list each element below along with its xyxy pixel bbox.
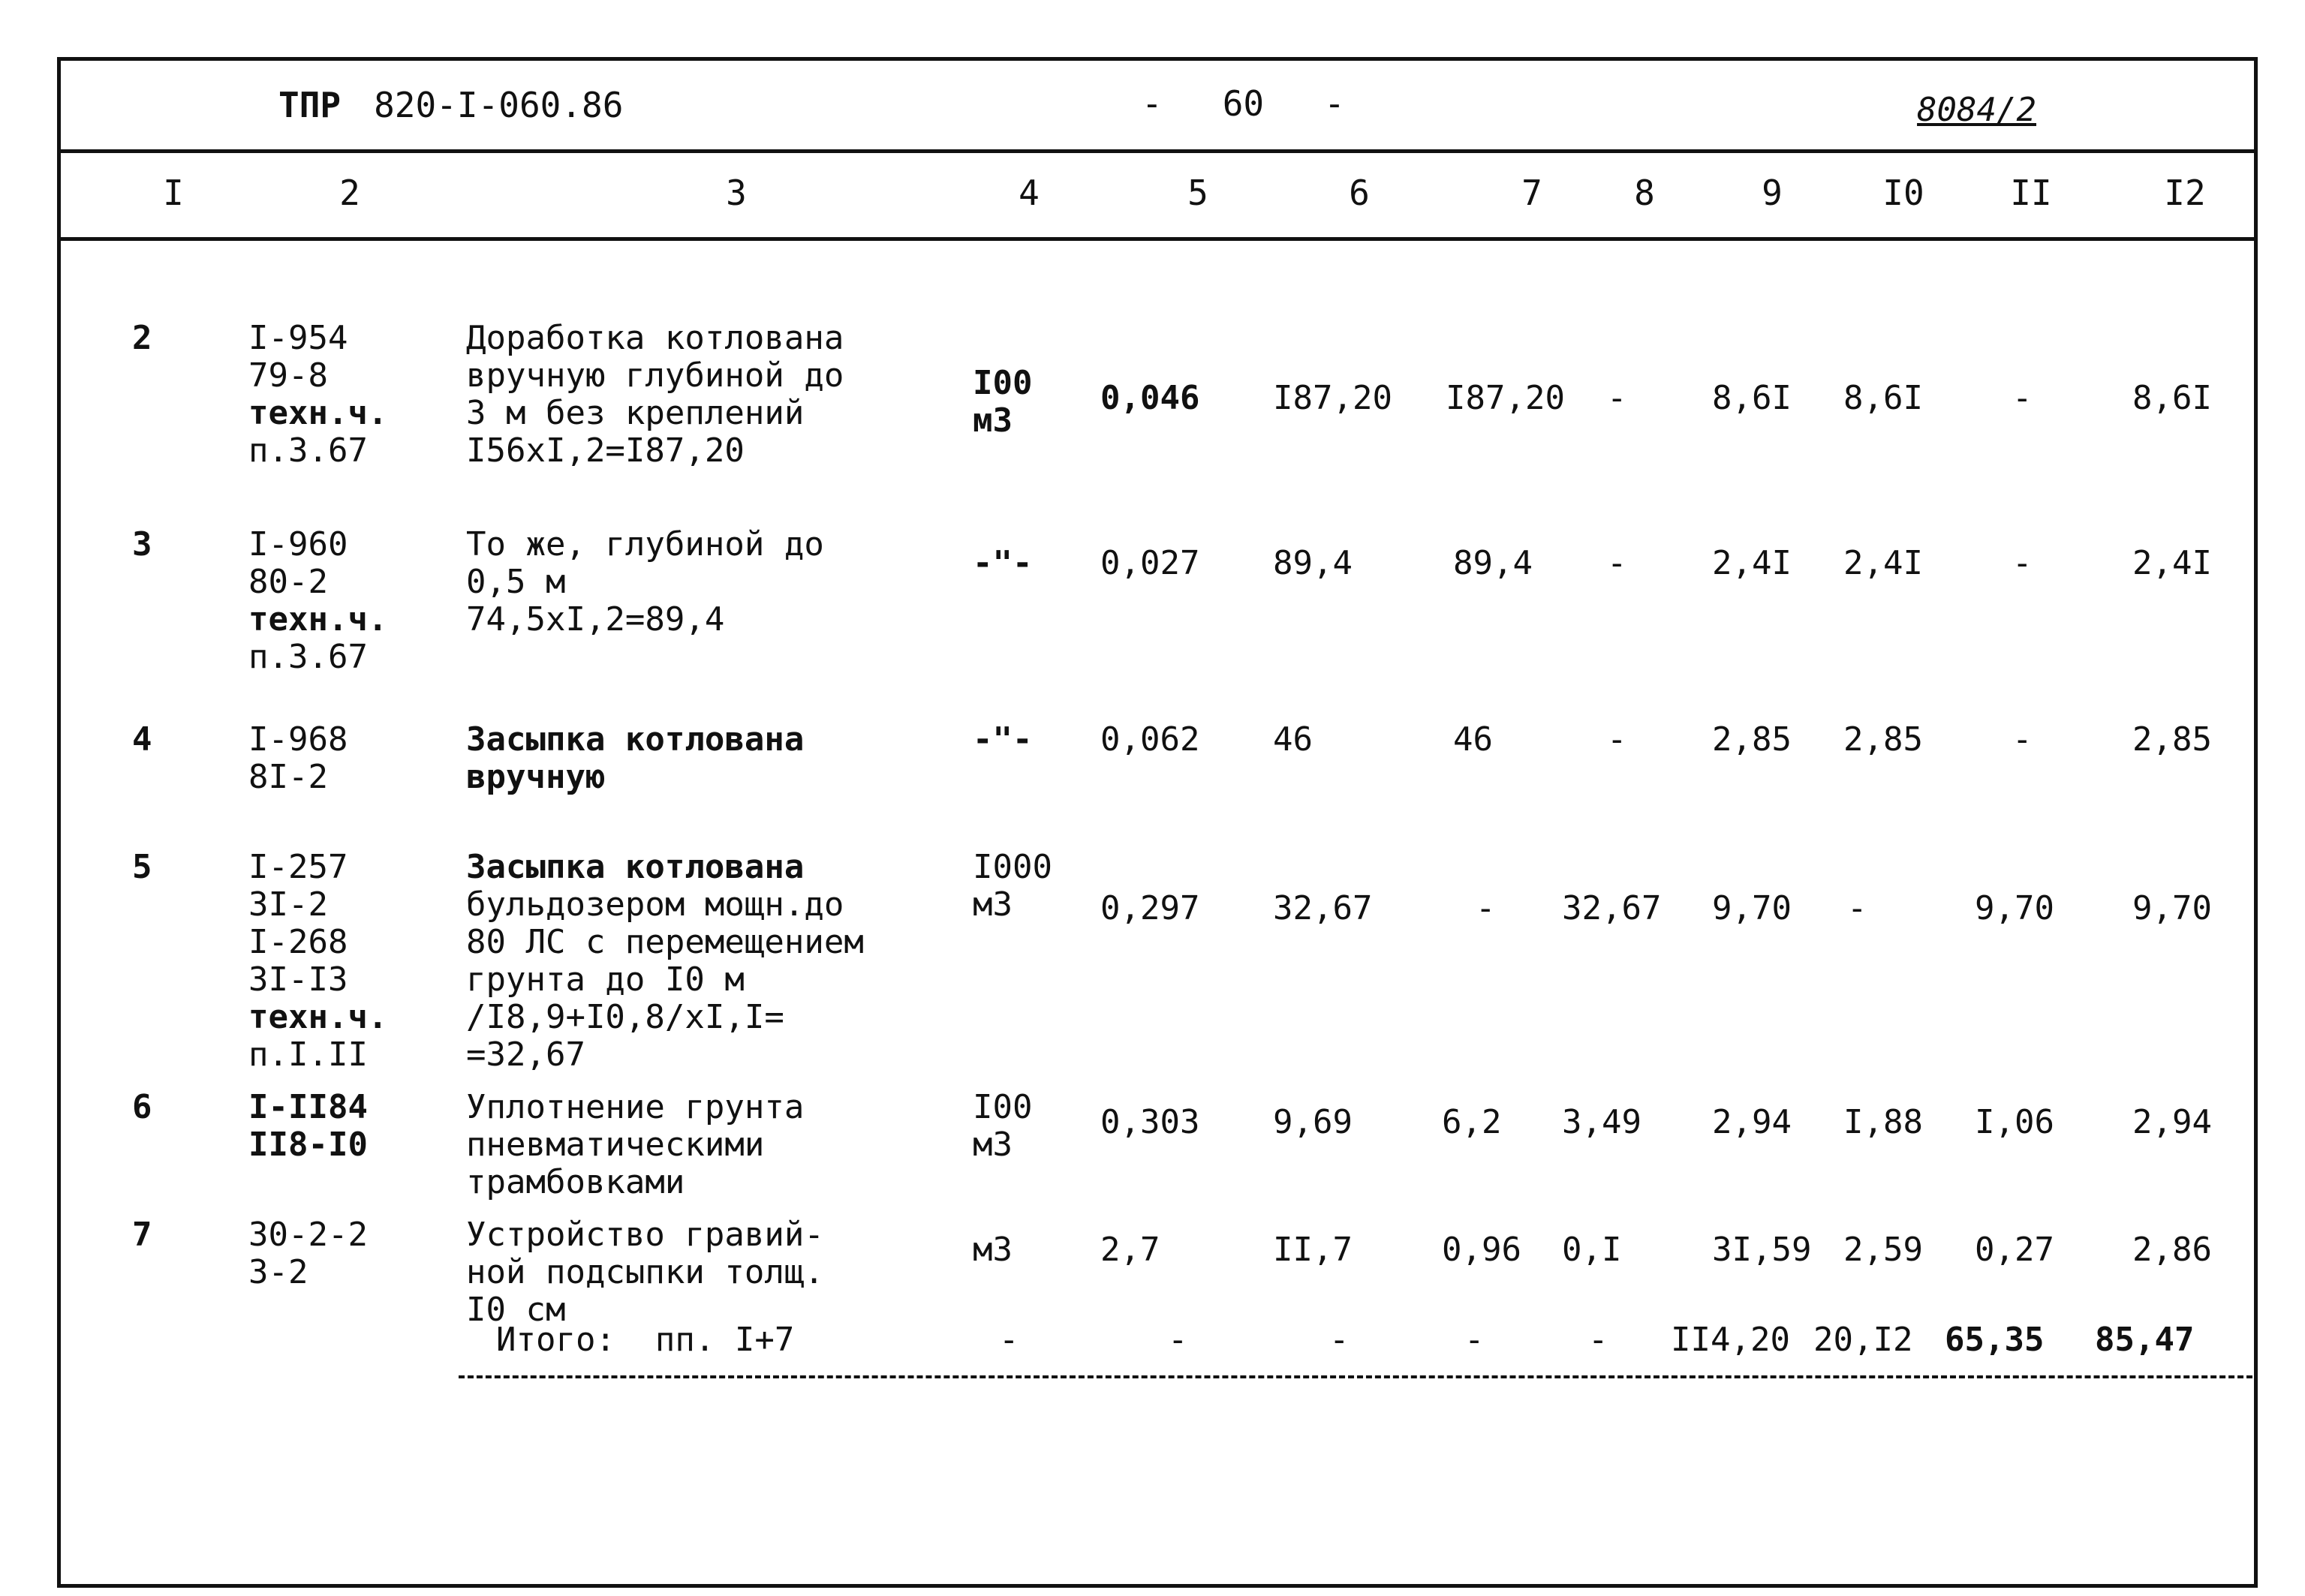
row-col5: 0,062: [1100, 720, 1200, 759]
row-description: То же, глубиной до 0,5 м 74,5xI,2=89,4: [466, 525, 824, 639]
total-col6: -: [1329, 1321, 1350, 1359]
row-col5: 0,303: [1100, 1103, 1200, 1141]
row-col9: 9,70: [1712, 889, 1792, 927]
column-number-row: [61, 153, 2254, 241]
col-num-6: 6: [1349, 173, 1370, 213]
row-number: 6: [132, 1088, 152, 1126]
row-col9: 3I,59: [1712, 1231, 1812, 1269]
row-col8: 32,67: [1562, 889, 1662, 927]
total-label: Итого: пп. I+7: [496, 1321, 795, 1359]
row-unit: -"-: [973, 720, 1033, 759]
row-code: I-968 8I-2: [248, 720, 348, 796]
row-col10: I,88: [1843, 1103, 1923, 1141]
row-unit: I00 м3: [973, 1088, 1033, 1164]
row-number: 3: [132, 525, 152, 564]
total-col7: -: [1464, 1321, 1485, 1359]
row-col6: 89,4: [1273, 544, 1353, 582]
row-code: 30-2-2 3-2: [248, 1216, 368, 1291]
row-description: Уплотнение грунта пневматическими трамбовками: [466, 1088, 805, 1201]
row-col7: 6,2: [1442, 1103, 1502, 1141]
row-col12: 2,4I: [2132, 544, 2212, 582]
row-col10: 8,6I: [1843, 379, 1923, 417]
row-unit: м3: [973, 1231, 1013, 1269]
row-col8: -: [1607, 379, 1627, 417]
row-col10: 2,4I: [1843, 544, 1923, 582]
total-col11: 65,35: [1945, 1321, 2045, 1359]
total-col5: -: [1168, 1321, 1188, 1359]
doc-code: [278, 85, 623, 125]
doc-code-number: 820-I-060.86: [374, 85, 624, 125]
row-col10: 2,85: [1843, 720, 1923, 759]
row-col12: 2,85: [2132, 720, 2212, 759]
row-code: I-257 3I-2 I-268 3I-I3 техн.ч. п.I.II: [248, 848, 388, 1074]
row-col12: 9,70: [2132, 889, 2212, 927]
row-description: Устройство гравий- ной подсыпки толщ. I0 см: [466, 1216, 824, 1329]
row-col7: 89,4: [1453, 544, 1533, 582]
row-col6: II,7: [1273, 1231, 1353, 1269]
row-col8: 3,49: [1562, 1103, 1641, 1141]
total-col8: -: [1588, 1321, 1608, 1359]
total-divider: [459, 1375, 2252, 1378]
total-col4: -: [999, 1321, 1019, 1359]
row-unit: -"-: [973, 544, 1033, 582]
row-col11: 9,70: [1975, 889, 2054, 927]
page-number: [1112, 83, 1375, 124]
col-num-8: 8: [1634, 173, 1655, 213]
row-code: I-II84 II8-I0: [248, 1088, 368, 1164]
row-number: 7: [132, 1216, 152, 1254]
document-sheet: [57, 57, 2258, 1588]
row-number: 5: [132, 848, 152, 886]
col-num-1: I: [163, 173, 184, 213]
row-col8: -: [1607, 544, 1627, 582]
col-num-12: I2: [2164, 173, 2206, 213]
row-col6: 46: [1273, 720, 1313, 759]
row-col11: -: [2012, 544, 2033, 582]
col-num-5: 5: [1187, 173, 1208, 213]
row-col5: 0,297: [1100, 889, 1200, 927]
row-col7: I87,20: [1446, 379, 1565, 417]
row-description: Засыпка котлована вручную: [466, 720, 805, 796]
row-unit: I00 м3: [973, 364, 1033, 440]
row-description: Доработка котлована вручную глубиной до 3 м без креплений I56xI,2=I87,20: [466, 319, 844, 470]
row-col6: I87,20: [1273, 379, 1392, 417]
row-unit: I000 м3: [973, 848, 1052, 924]
total-col12: 85,47: [2095, 1321, 2195, 1359]
row-col5: 0,046: [1100, 379, 1200, 417]
row-col6: 9,69: [1273, 1103, 1353, 1141]
row-col5: 0,027: [1100, 544, 1200, 582]
row-code: I-954 79-8 техн.ч. п.3.67: [248, 319, 388, 470]
row-col12: 8,6I: [2132, 379, 2212, 417]
row-col10: 2,59: [1843, 1231, 1923, 1269]
row-number: 4: [132, 720, 152, 759]
page-dash-right: -: [1324, 83, 1345, 124]
row-col9: 2,94: [1712, 1103, 1792, 1141]
row-col7: 46: [1453, 720, 1493, 759]
row-col11: -: [2012, 379, 2033, 417]
row-col6: 32,67: [1273, 889, 1373, 927]
row-code: I-960 80-2 техн.ч. п.3.67: [248, 525, 388, 676]
row-col12: 2,86: [2132, 1231, 2212, 1269]
col-num-11: II: [2010, 173, 2052, 213]
row-col9: 2,4I: [1712, 544, 1792, 582]
row-number: 2: [132, 319, 152, 357]
total-col9: II4,20: [1671, 1321, 1790, 1359]
row-col8: 0,I: [1562, 1231, 1622, 1269]
col-num-9: 9: [1762, 173, 1783, 213]
page-dash-left: -: [1142, 83, 1163, 124]
row-col9: 2,85: [1712, 720, 1792, 759]
row-col12: 2,94: [2132, 1103, 2212, 1141]
row-col5: 2,7: [1100, 1231, 1160, 1269]
row-col11: 0,27: [1975, 1231, 2054, 1269]
page-number-value: 60: [1222, 83, 1265, 124]
col-num-3: 3: [726, 173, 747, 213]
doc-code-prefix: ТПР: [278, 85, 342, 125]
row-col7: 0,96: [1442, 1231, 1521, 1269]
row-col9: 8,6I: [1712, 379, 1792, 417]
col-num-7: 7: [1521, 173, 1542, 213]
row-description: Засыпка котлована бульдозером мощн.до 80 ЛС с перемещением грунта до I0 м /I8,9+I0,8/xI,I= =32,67: [466, 848, 864, 1074]
total-col10: 20,I2: [1813, 1321, 1913, 1359]
col-num-4: 4: [1019, 173, 1040, 213]
row-col8: -: [1607, 720, 1627, 759]
sheet-reference: 8084/2: [1917, 91, 2036, 129]
row-col11: -: [2012, 720, 2033, 759]
header-band: [61, 61, 2254, 153]
col-num-2: 2: [339, 173, 360, 213]
row-col10: -: [1847, 889, 1867, 927]
row-col11: I,06: [1975, 1103, 2054, 1141]
col-num-10: I0: [1882, 173, 1924, 213]
row-col7: -: [1476, 889, 1496, 927]
